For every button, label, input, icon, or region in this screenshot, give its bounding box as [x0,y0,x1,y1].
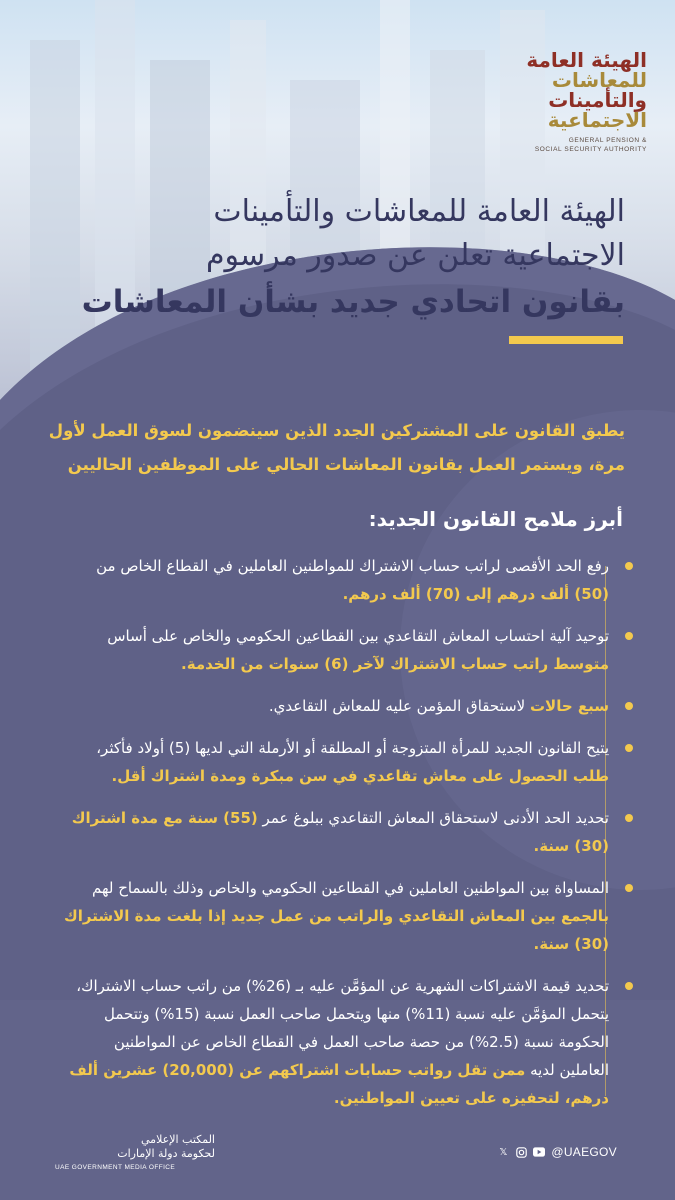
feature-item [63,804,611,860]
feature-item [63,622,611,678]
headline-line-3: بقانون اتحادي جديد بشأن المعاشات [81,284,625,320]
features-list [63,552,611,1126]
feature-highlight: متوسط راتب حساب الاشتراك لآخر (6) سنوات من الخدمة. [181,655,609,673]
feature-text: تحديد قيمة الاشتراكات الشهرية عن المؤمَّن عليه بـ (26%) من راتب حساب الاشتراك، يتحمل المؤمَّن عليه نسبة (11%) منها ويتحمل صاحب العمل نسبة (15%) وتتحمل الحكومة نسبة (2.5%) من حصة صاحب العمل في القطاع الخاص عن المواطنين العاملين لديه [76,977,609,1079]
feature-highlight: (55) سنة مع مدة اشتراك (30) سنة. [71,809,609,855]
logo-line-3: والتأمينات [548,88,647,112]
bullet-icon [625,744,633,752]
bullet-icon [625,814,633,822]
social-handle[interactable]: @UAEGOV [551,1145,617,1159]
authority-logo [515,50,647,154]
feature-highlight: سبع حالات [529,697,609,715]
feature-text: المساواة بين المواطنين العاملين في القطاعين الحكومي والخاص وذلك بالسماح لهم [91,879,609,897]
feature-highlight: طلب الحصول على معاش تقاعدي في سن مبكرة ومدة اشتراك أقل. [111,767,609,785]
feature-text-end: لاستحقاق المؤمن عليه للمعاش التقاعدي. [268,697,530,715]
headline-line-1: الهيئة العامة للمعاشات والتأمينات [213,194,625,229]
feature-text: رفع الحد الأقصى لراتب حساب الاشتراك للمواطنين العاملين في القطاع الخاص من [96,557,609,575]
feature-text: تحديد الحد الأدنى لاستحقاق المعاش التقاعدي ببلوغ عمر [257,809,609,827]
headline [65,190,625,326]
logo-line-2: للمعاشات [551,68,647,92]
feature-text: توحيد آلية احتساب المعاش التقاعدي بين القطاعين الحكومي والخاص على أساس [107,627,609,645]
feature-item [63,972,611,1112]
bullet-icon [625,632,633,640]
accent-bar [509,336,623,344]
intro-text: يطبق القانون على المشتركين الجدد الذين سينضمون لسوق العمل لأول مرة، ويستمر العمل بقانون المعاشات الحالي على الموظفين الحاليين [48,421,625,474]
media-office-ar-1: المكتب الإعلامي [141,1133,215,1146]
logo-english [515,136,647,154]
feature-item [63,692,611,720]
feature-highlight: بالجمع بين المعاش التقاعدي والراتب من عمل جديد إذا بلغت مدة الاشتراك (30) سنة. [64,907,609,953]
bullet-icon [625,702,633,710]
bullet-icon [625,562,633,570]
media-office-logo [55,1133,215,1171]
x-icon[interactable]: 𝕏 [499,1146,508,1158]
feature-item [63,874,611,958]
youtube-icon[interactable] [533,1146,545,1158]
bullet-icon [625,884,633,892]
bullet-icon [625,982,633,990]
logo-en-line-1: GENERAL PENSION & [568,137,647,144]
media-office-en: UAE GOVERNMENT MEDIA OFFICE [55,1164,176,1171]
feature-highlight: (50) ألف درهم إلى (70) ألف درهم. [342,585,609,603]
features-title: أبرز ملامح القانون الجديد: [368,507,623,531]
logo-en-line-2: SOCIAL SECURITY AUTHORITY [534,146,647,153]
headline-line-2: الاجتماعية تعلن عن صدور مرسوم [205,238,625,273]
logo-line-4: الاجتماعية [547,108,647,132]
instagram-icon[interactable] [515,1146,527,1158]
social-handles [497,1143,617,1161]
feature-text: يتيح القانون الجديد للمرأة المتزوجة أو المطلقة أو الأرملة التي لديها (5) أولاد فأكثر، [96,739,609,757]
feature-item [63,552,611,608]
logo-arabic [515,50,647,130]
feature-highlight: ممن تقل رواتب حسابات اشتراكهم عن (20,000) عشرين ألف درهم، لتحفيزه على تعيين المواطنين. [69,1061,609,1107]
media-office-ar-2: لحكومة دولة الإمارات [117,1147,215,1160]
feature-item [63,734,611,790]
logo-line-1: الهيئة العامة [526,48,647,72]
